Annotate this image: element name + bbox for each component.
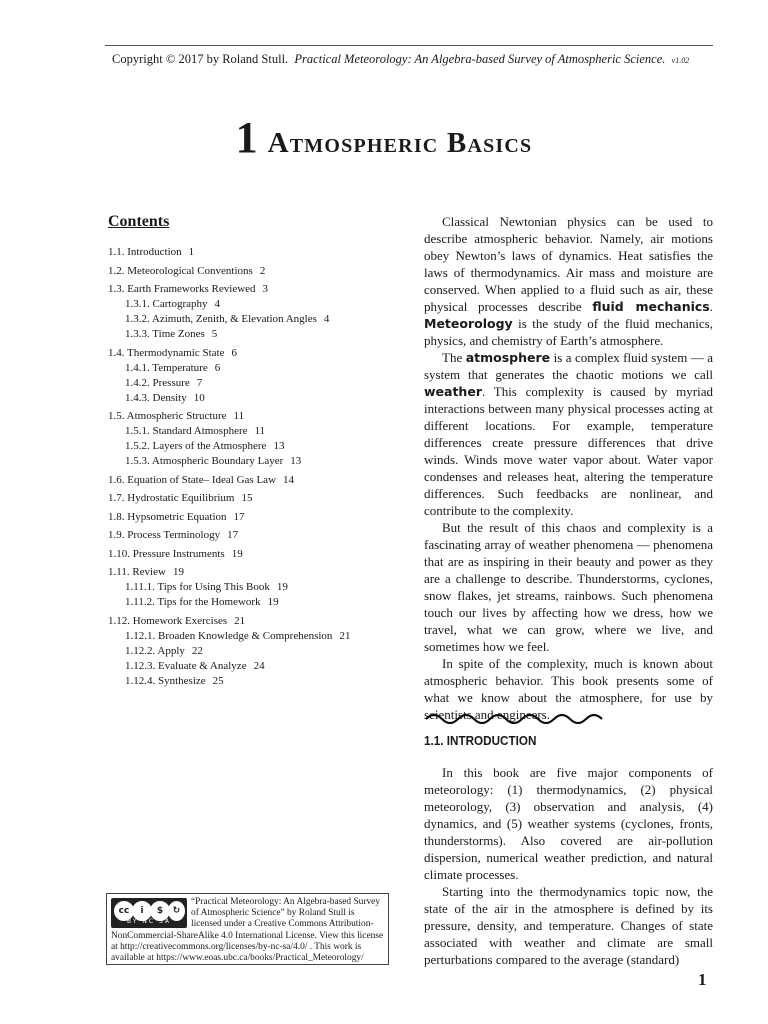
paragraph: But the result of this chaos and complexity is a fascinating array of weather phenomena — phenomena that are as inspiring in their beauty and power as they are a challenge to describe. Thunderstorms, cyclones, snow flakes, jet streams, rainbows. Such phenomena touch our lives by affecting how we dress, how we travel, what we can grow, where we live, and sometimes how we feel. <box>424 520 713 654</box>
paragraph: The atmosphere is a complex fluid system — a system that generates the chaotic motions we call weather. This complexity is caused by myriad interactions between many physical processes acting at different locations. For example, temperature differences create pressure differences that drive winds. Winds move water vapor about. Water vapor condenses and releases heat, altering the temperature differences. Such feedbacks are nonlinear, and contribute to the complexity. <box>424 350 714 518</box>
toc-entry <box>108 629 408 644</box>
cc-icon: cc <box>114 901 134 921</box>
toc-entry-title: 1.9. Process Terminology <box>108 529 221 541</box>
key-term: weather <box>424 384 482 399</box>
toc-entry <box>108 454 408 469</box>
nc-icon: $ <box>150 901 170 921</box>
toc-entry-page: 17 <box>233 510 245 523</box>
toc-entry-title: 1.2. Meteorological Conventions <box>108 264 253 277</box>
toc-entry-title: 1.10. Pressure Instruments <box>108 547 225 560</box>
toc-entry-title: 1.8. Hypsometric Equation <box>108 510 227 523</box>
toc-entry <box>108 473 408 488</box>
by-icon: i <box>132 901 152 921</box>
paragraph: In spite of the complexity, much is known about atmospheric behavior. This book presents some of what we know about the atmosphere, for use by scientists and engineers. <box>424 656 713 722</box>
toc-entry-title: 1.5.3. Atmospheric Boundary Layer <box>125 455 284 467</box>
toc-entry <box>108 312 408 327</box>
toc-entry-title: 1.12. Homework Exercises <box>108 614 228 627</box>
toc-entry-page: 21 <box>234 614 246 627</box>
toc-entry-page: 7 <box>196 376 203 389</box>
toc-entry-page: 6 <box>231 346 237 359</box>
toc-entry-page: 11 <box>254 425 266 437</box>
toc-entry <box>108 491 408 506</box>
toc-entry-title: 1.12.2. Apply <box>125 644 185 657</box>
toc-entry-title: 1.4. Thermodynamic State <box>108 346 225 359</box>
chapter-name: Atmospheric Basics <box>267 127 533 159</box>
toc-entry <box>108 565 408 580</box>
toc-entry <box>108 346 408 361</box>
toc-entry-title: 1.3.3. Time Zones <box>125 328 205 340</box>
toc-entry <box>108 614 408 629</box>
toc-entry-title: 1.4.1. Temperature <box>125 361 208 374</box>
toc-entry-page: 21 <box>339 629 351 642</box>
toc-entry-page: 15 <box>241 492 253 504</box>
toc-entry <box>108 282 408 297</box>
chapter-number: 1 <box>235 113 258 162</box>
toc-entry-title: 1.3.1. Cartography <box>125 298 208 310</box>
toc-entry-page: 19 <box>231 547 243 560</box>
toc-entry <box>108 297 408 312</box>
toc-entry <box>108 659 408 674</box>
toc-entry-page: 24 <box>253 659 265 672</box>
toc-entry <box>108 409 408 424</box>
toc-entry-title: 1.6. Equation of State– Ideal Gas Law <box>108 473 277 486</box>
toc-entry <box>108 439 408 454</box>
section-divider-squiggle <box>424 710 608 728</box>
toc-entry <box>108 245 408 260</box>
toc-entry-page: 11 <box>233 410 245 422</box>
creative-commons-badge <box>111 898 187 928</box>
toc-entry <box>108 547 408 562</box>
page-number: 1 <box>698 970 707 989</box>
cc-badge-label: BY NC SA <box>127 917 171 925</box>
toc-entry-title: 1.5. Atmospheric Structure <box>108 410 227 422</box>
toc-entry-title: 1.3. Earth Frameworks Reviewed <box>108 283 256 295</box>
toc-entry-page: 3 <box>262 283 269 295</box>
toc-entry <box>108 376 408 391</box>
toc-entry-page: 19 <box>276 581 288 593</box>
toc-entry-page: 10 <box>193 391 205 404</box>
toc-entry-title: 1.5.2. Layers of the Atmosphere <box>125 440 267 452</box>
toc-entry-title: 1.5.1. Standard Atmosphere <box>125 425 248 437</box>
toc-entry-page: 5 <box>211 328 218 340</box>
book-title: Practical Meteorology: An Algebra-based Survey of Atmospheric Science. <box>294 52 666 66</box>
running-header <box>112 52 712 67</box>
toc-entry <box>108 327 408 342</box>
toc-entry-page: 14 <box>283 473 295 486</box>
header-rule <box>105 45 713 46</box>
paragraph: In this book are five major components of meteorology: (1) thermodynamics, (2) physical meteorology, (3) observation and analysis, (4) dynamics, and (5) weather systems (cyclones, fronts, thunderstorms). Also covered are air-pollution dispersion, numerical weather prediction, and natural climate processes. <box>424 765 713 882</box>
chapter-title <box>0 112 768 163</box>
key-term: atmosphere <box>465 350 551 365</box>
body-text-column <box>424 213 713 723</box>
toc-entry <box>108 510 408 525</box>
paragraph: Starting into the thermodynamics topic now, the state of the air in the atmosphere is defined by its pressure, density, and temperature. Changes of state associated with weather and climate are small perturbations compared to the average (standard) <box>424 884 713 967</box>
copyright-text: Copyright © 2017 by Roland Stull. <box>112 52 289 66</box>
toc-entry-title: 1.11.1. Tips for Using This Book <box>125 581 270 593</box>
license-text: “Practical Meteorology: An Algebra-based Survey of Atmospheric Science” by Roland Stull is licensed under a Creative Commons Attribution-NonCommercial-ShareAlike 4.0 International License. View this license at http://creativecommons.org/licenses/by-nc-sa/4.0/ . This work is available at https://www.eoas.ubc.ca/books/Practical_Meteorology/ <box>111 897 384 964</box>
license-box <box>106 893 389 965</box>
toc-entry-title: 1.7. Hydrostatic Equilibrium <box>108 492 235 504</box>
toc-entry <box>108 595 408 610</box>
toc-entry <box>108 361 408 376</box>
toc-entry <box>108 580 408 595</box>
toc-entry-title: 1.3.2. Azimuth, Zenith, & Elevation Angles <box>125 313 317 325</box>
toc-entry-page: 4 <box>214 298 220 310</box>
table-of-contents <box>108 245 408 689</box>
toc-entry-page: 4 <box>323 313 330 325</box>
toc-entry-page: 25 <box>212 674 224 687</box>
toc-entry-title: 1.4.2. Pressure <box>125 376 190 389</box>
toc-entry-page: 19 <box>172 566 184 578</box>
toc-entry <box>108 674 408 689</box>
toc-entry <box>108 264 408 279</box>
contents-heading: Contents <box>108 213 170 230</box>
toc-entry-title: 1.12.3. Evaluate & Analyze <box>125 659 247 672</box>
toc-entry-page: 22 <box>191 644 203 657</box>
sa-icon: ↻ <box>168 901 185 921</box>
toc-entry-title: 1.4.3. Density <box>125 391 187 404</box>
toc-entry <box>108 644 408 659</box>
key-term: Meteorology <box>424 316 513 331</box>
toc-entry <box>108 528 408 543</box>
toc-entry-page: 1 <box>188 246 195 258</box>
toc-entry-page: 6 <box>214 361 221 374</box>
toc-entry-page: 17 <box>227 529 239 541</box>
toc-entry-title: 1.12.4. Synthesize <box>125 674 206 687</box>
version-label: v1.02 <box>671 56 690 65</box>
toc-entry-title: 1.11.2. Tips for the Homework <box>125 596 261 608</box>
toc-entry <box>108 424 408 439</box>
paragraph: Classical Newtonian physics can be used to describe atmospheric behavior. Namely, air motions obey Newton’s laws of dynamics. Heat satisfies the laws of thermodynamics. Air mass and moisture are conserved. When applied to a fluid such as air, these physical processes describe fluid mechanics. Meteorology is the study of the fluid mechanics, physics, and chemistry of Earth’s atmosphere. <box>424 214 714 348</box>
toc-entry-title: 1.11. Review <box>108 566 166 578</box>
toc-entry-title: 1.1. Introduction <box>108 246 182 258</box>
toc-entry-page: 2 <box>259 264 266 277</box>
toc-entry-title: 1.12.1. Broaden Knowledge & Comprehension <box>125 629 333 642</box>
toc-entry-page: 13 <box>273 440 285 452</box>
toc-entry-page: 13 <box>290 455 302 467</box>
toc-entry-page: 19 <box>267 596 279 608</box>
section-heading: 1.1. INTRODUCTION <box>424 733 537 748</box>
key-term: fluid mechanics <box>592 299 710 314</box>
body-text-column-2 <box>424 764 713 968</box>
toc-entry <box>108 391 408 406</box>
